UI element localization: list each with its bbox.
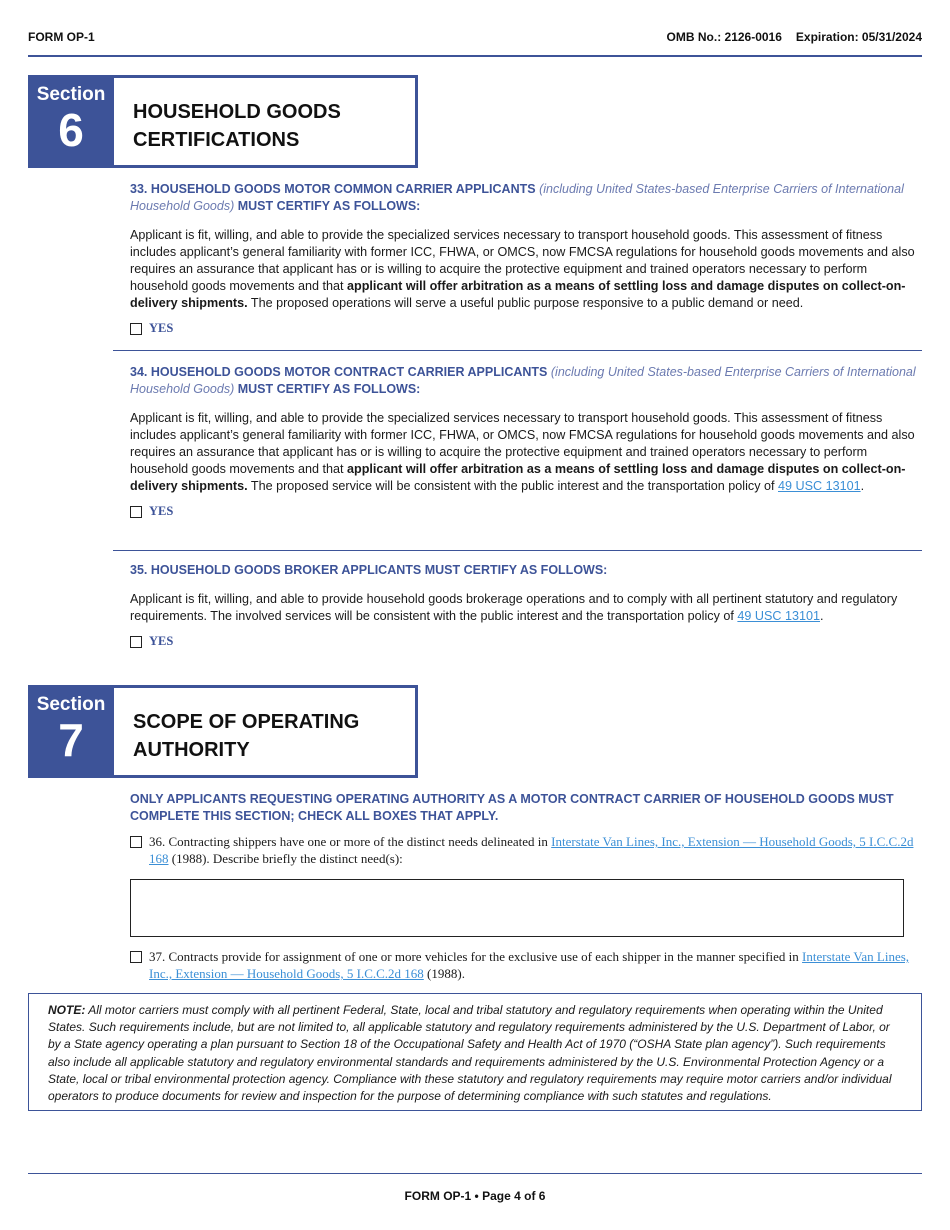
body-text: . bbox=[860, 479, 865, 493]
yes-label: YES bbox=[149, 504, 174, 518]
header-rule bbox=[28, 55, 922, 57]
item-text: (1988). bbox=[427, 966, 465, 981]
section-title-line: HOUSEHOLD GOODS bbox=[133, 101, 341, 123]
heading-bold: 34. HOUSEHOLD GOODS MOTOR CONTRACT CARRIER APPLICANTS bbox=[130, 365, 548, 379]
question-34 bbox=[130, 364, 922, 519]
yes-checkbox[interactable] bbox=[130, 323, 142, 335]
usc-13101-link[interactable]: 49 USC 13101 bbox=[778, 479, 861, 493]
section-title-line: AUTHORITY bbox=[133, 739, 250, 761]
question-36-text bbox=[130, 833, 922, 867]
section-6-badge bbox=[28, 75, 114, 168]
interstate-van-lines-link[interactable]: Interstate Van Lines, Inc., Extension — Household Goods, 5 I.C.C.2d 168 bbox=[149, 834, 914, 866]
question-36 bbox=[130, 833, 922, 867]
item-text: 36. Contracting shippers have one or more of the distinct needs delineated in bbox=[149, 834, 548, 849]
divider bbox=[113, 350, 922, 351]
question-35-yes-option[interactable] bbox=[130, 634, 922, 649]
question-36-checkbox[interactable] bbox=[130, 836, 142, 848]
expiration-date: Expiration: 05/31/2024 bbox=[795, 30, 922, 44]
omb-number: OMB No.: 2126-0016 bbox=[666, 30, 782, 44]
heading-tail: MUST CERTIFY AS FOLLOWS: bbox=[237, 382, 421, 396]
yes-label: YES bbox=[149, 321, 174, 335]
instruction-text: ONLY APPLICANTS REQUESTING OPERATING AUTHORITY AS A MOTOR CONTRACT CARRIER OF HOUSEHOLD GOODS MUST COMPLETE THIS SECTION; CHECK ALL BOXES THAT APPLY. bbox=[130, 792, 894, 823]
yes-checkbox[interactable] bbox=[130, 636, 142, 648]
section-6-title bbox=[114, 75, 418, 168]
body-text: . bbox=[820, 609, 824, 623]
question-34-body bbox=[130, 410, 922, 495]
heading-bold: 33. HOUSEHOLD GOODS MOTOR COMMON CARRIER APPLICANTS bbox=[130, 182, 536, 196]
question-33-body bbox=[130, 227, 922, 312]
heading-italic: (including United States-based Enterprise Carriers of International Household Goods) bbox=[130, 182, 904, 213]
item-text: 37. Contracts provide for assignment of one or more vehicles for the exclusive use of each shipper in the manner specified in bbox=[149, 949, 799, 964]
section-number: 7 bbox=[58, 714, 84, 766]
section-number: 6 bbox=[58, 104, 84, 156]
section-label: Section bbox=[36, 694, 106, 715]
yes-label: YES bbox=[149, 634, 174, 648]
body-bold-text: applicant will offer arbitration as a means of settling loss and damage disputes on collect-on-delivery shipments. bbox=[130, 279, 906, 310]
body-text: The proposed operations will serve a useful public purpose responsive to a public demand or need. bbox=[250, 296, 804, 310]
divider bbox=[113, 550, 922, 551]
question-37 bbox=[130, 948, 922, 982]
section-7-instruction bbox=[130, 791, 922, 825]
interstate-van-lines-link[interactable]: Interstate Van Lines, Inc., Extension — Household Goods, 5 I.C.C.2d 168 bbox=[149, 949, 910, 981]
section-7-heading bbox=[28, 685, 418, 778]
item-text: (1988). Describe briefly the distinct need(s): bbox=[171, 851, 403, 866]
question-33 bbox=[130, 181, 922, 336]
question-37-checkbox[interactable] bbox=[130, 951, 142, 963]
question-37-text bbox=[130, 948, 922, 982]
footer-rule bbox=[28, 1173, 922, 1174]
form-id: FORM OP-1 bbox=[28, 30, 95, 44]
section-label: Section bbox=[36, 84, 106, 105]
question-34-yes-option[interactable] bbox=[130, 504, 922, 519]
question-33-yes-option[interactable] bbox=[130, 321, 922, 336]
question-35 bbox=[130, 562, 922, 649]
usc-13101-link[interactable]: 49 USC 13101 bbox=[737, 609, 821, 623]
heading-italic: (including United States-based Enterprise Carriers of International Household Goods) bbox=[130, 365, 916, 396]
section-7-title bbox=[114, 685, 418, 778]
question-33-heading bbox=[130, 181, 922, 215]
section-7-badge bbox=[28, 685, 114, 778]
body-bold-text: applicant will offer arbitration as a means of settling loss and damage disputes on collect-on-delivery shipments. bbox=[130, 462, 906, 493]
note-label: NOTE: bbox=[48, 1003, 86, 1017]
page-footer: FORM OP-1 • Page 4 of 6 bbox=[404, 1189, 546, 1203]
section-title-line: SCOPE OF OPERATING bbox=[133, 711, 360, 733]
distinct-needs-input[interactable] bbox=[130, 879, 904, 937]
question-34-heading bbox=[130, 364, 922, 398]
section-6-heading bbox=[28, 75, 418, 168]
body-text: Applicant is fit, willing, and able to provide the specialized services necessary to transport household goods. This assessment of fitness includes applicant’s general familiarity with former ICC, FHWA, or OMCS, now FMCSA regulations for household goods movements and also requires an assurance that applicant has or is willing to acquire the protective equipment and trained operators necessary to perform household goods movements and that bbox=[130, 228, 915, 293]
body-text: Applicant is fit, willing, and able to provide household goods brokerage operations and to comply with all pertinent statutory and regulatory requirements. The involved services will be consistent with the public interest and the transportation policy of bbox=[130, 592, 898, 623]
yes-checkbox[interactable] bbox=[130, 506, 142, 518]
note-text: All motor carriers must comply with all pertinent Federal, State, local and tribal statutory and regulatory requirements when operating within the United States. Such requirements include, but are not limited to, all applicable statutory and regulatory requirements administered by the U.S. Department of Labor, or by a State agency operating a plan pursuant to Section 18 of the Occupational Safety and Health Act of 1970 (“OSHA State plan agency”). Such requirements also include all applicable statutory and regulatory environmental standards and requirements administered by the U.S. Environmental Protection Agency or a State, local or tribal environmental protection agency. Compliance with these statutory and regulatory requirements may require motor carriers and/or individual operators to produce documents for review and inspection for the purpose of determining compliance with such statutes and regulations. bbox=[48, 1003, 892, 1104]
header-omb-info bbox=[667, 30, 922, 44]
body-text: Applicant is fit, willing, and able to provide the specialized services necessary to transport household goods. This assessment of fitness includes applicant’s general familiarity with former ICC, FHWA, or OMCS, now FMCSA regulations for household goods movements and also requires an assurance that applicant has or is willing to acquire the protective equipment and trained operators necessary to perform household goods movements and that bbox=[130, 411, 915, 476]
question-35-heading: 35. HOUSEHOLD GOODS BROKER APPLICANTS MUST CERTIFY AS FOLLOWS: bbox=[130, 563, 608, 577]
question-35-body bbox=[130, 591, 922, 625]
body-text: The proposed service will be consistent with the public interest and the transportation policy of bbox=[250, 479, 775, 493]
heading-tail: MUST CERTIFY AS FOLLOWS: bbox=[237, 199, 421, 213]
section-title-line: CERTIFICATIONS bbox=[133, 129, 300, 151]
note-box bbox=[28, 993, 922, 1111]
